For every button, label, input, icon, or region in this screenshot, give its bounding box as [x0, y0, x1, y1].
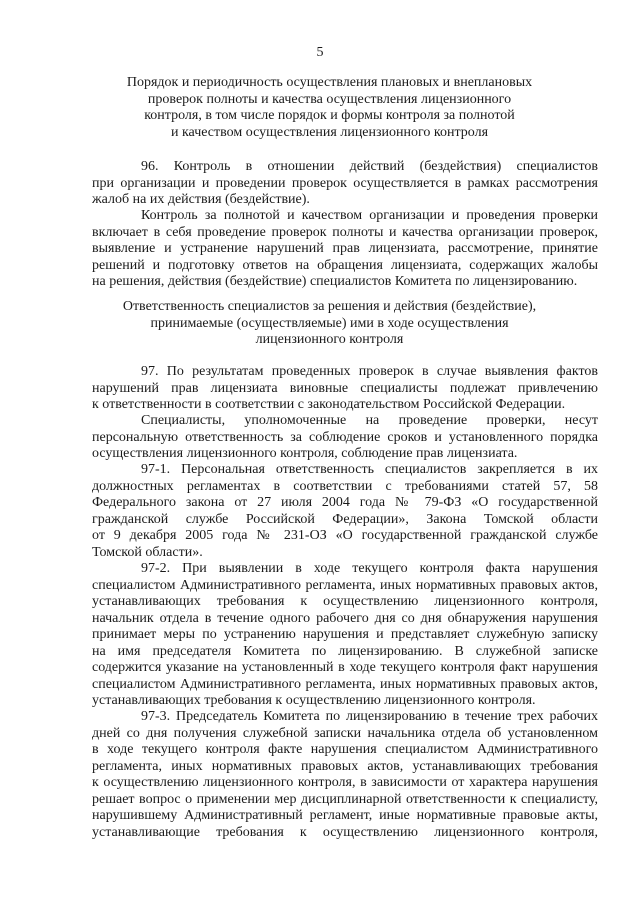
text-line: нарушившему Административный регламент, иные нормативные правовые акты, — [92, 808, 598, 823]
text-line: в ходе текущего контроля факте нарушения специалистом Административного — [92, 742, 598, 757]
text-line: при организации и проведении проверок осуществляется в рамках рассмотрения — [92, 175, 598, 191]
paragraph-97-3 — [92, 709, 598, 841]
text-line: выявление и устранение нарушений прав лицензиата, рассмотрение, принятие — [92, 241, 598, 256]
title-line: Порядок и периодичность осуществления плановых и внеплановых — [126, 75, 533, 90]
text-line: гражданской службе Российской Федерации», Закона Томской области — [92, 511, 598, 527]
text-line: от 9 декабря 2005 года № 231-ОЗ «О государственной гражданской службе — [92, 528, 598, 543]
section-title-inspections — [92, 75, 567, 141]
text-line: 96. Контроль в отношении действий (бездействия) специалистов — [141, 159, 598, 174]
paragraph-96 — [92, 159, 598, 209]
text-line: дней со дня получения служебной записки начальника отдела об установленном — [92, 725, 598, 741]
title-line: контроля, в том числе порядок и формы контроля за полнотой — [144, 108, 515, 123]
text-line: решений и подготовку ответов на обращения лицензиата, содержащих жалобы — [92, 257, 598, 273]
text-line: устанавливающих требования к осуществлению лицензионного контроля. — [92, 693, 536, 708]
text-line: Специалисты, уполномоченные на проведение проверки, несут — [141, 413, 598, 428]
section-title-responsibility — [92, 299, 567, 349]
title-line: принимаемые (осуществляемые) ими в ходе осуществления — [150, 315, 509, 331]
text-line: принимает меры по устранению нарушения и представляет служебную записку — [92, 627, 598, 642]
paragraph-97-2 — [92, 561, 598, 710]
text-line: специалистом Административного регламента, иных нормативных правовых актов, — [92, 676, 598, 692]
paragraph-97 — [92, 364, 598, 414]
text-line: решает вопрос о применении мер дисциплинарной ответственности к специалисту, — [92, 791, 598, 807]
text-line: 97-2. При выявлении в ходе текущего контроля факта нарушения — [141, 561, 598, 576]
text-line: на решения, действия (бездействие) специалистов Комитета по лицензированию. — [92, 274, 578, 289]
title-line: проверок полноты и качества осуществления лицензионного — [147, 91, 512, 107]
text-line: 97. По результатам проведенных проверок в случае выявления фактов — [141, 364, 598, 379]
text-line: устанавливающих требования к осуществлению лицензионного контроля, — [92, 594, 598, 609]
text-line: должностных регламентах в соответствии с требованиями статей 57, 58 — [92, 478, 598, 494]
text-line: включает в себя проведение проверок полноты и качества организации проверок, — [92, 224, 598, 240]
title-line: лицензионного контроля — [255, 332, 404, 347]
text-line: 97-1. Персональная ответственность специалистов закрепляется в их — [141, 462, 598, 477]
title-line: и качеством осуществления лицензионного контроля — [170, 124, 489, 140]
text-line: начальник отдела в течение одного рабочего дня со дня обнаружения нарушения — [92, 610, 598, 626]
text-line: 97-3. Председатель Комитета по лицензированию в течение трех рабочих — [141, 709, 598, 724]
text-line: содержится указание на установленный в ходе текущего контроля факт нарушения — [92, 660, 598, 675]
text-line: нарушений прав лицензиата виновные специалисты подлежат привлечению — [92, 380, 598, 396]
text-line: к осуществлению лицензионного контроля, в зависимости от характера нарушения — [92, 775, 598, 790]
text-line: жалоб на их действия (бездействие). — [92, 192, 310, 207]
paragraph-97-1 — [92, 462, 598, 561]
text-line: осуществления лицензионного контроля, соблюдение прав лицензиата. — [92, 446, 518, 461]
page-number: 5 — [316, 45, 324, 60]
text-line: персональную ответственность за соблюдение сроков и установленного порядка — [92, 429, 598, 445]
text-line: Контроль за полнотой и качеством организации и проведения проверки — [141, 208, 598, 223]
paragraph-control-completeness — [92, 208, 598, 291]
text-line: к ответственности в соответствии с законодательством Российской Федерации. — [92, 397, 566, 412]
paragraph-specialists — [92, 413, 598, 463]
title-line: Ответственность специалистов за решения и действия (бездействие), — [122, 299, 537, 314]
text-line: устанавливающие требования к осуществлению лицензионного контроля, — [92, 824, 598, 840]
text-line: регламента, иных нормативных правовых актов, устанавливающих требования — [92, 758, 598, 774]
text-line: специалистом Административного регламента, иных нормативных правовых актов, — [92, 577, 598, 593]
text-line: Томской области». — [92, 544, 203, 560]
text-line: Федерального закона от 27 июля 2004 года № 79-ФЗ «О государственной — [92, 495, 598, 510]
text-line: на имя председателя Комитета по лицензированию. В служебной записке — [92, 643, 598, 659]
